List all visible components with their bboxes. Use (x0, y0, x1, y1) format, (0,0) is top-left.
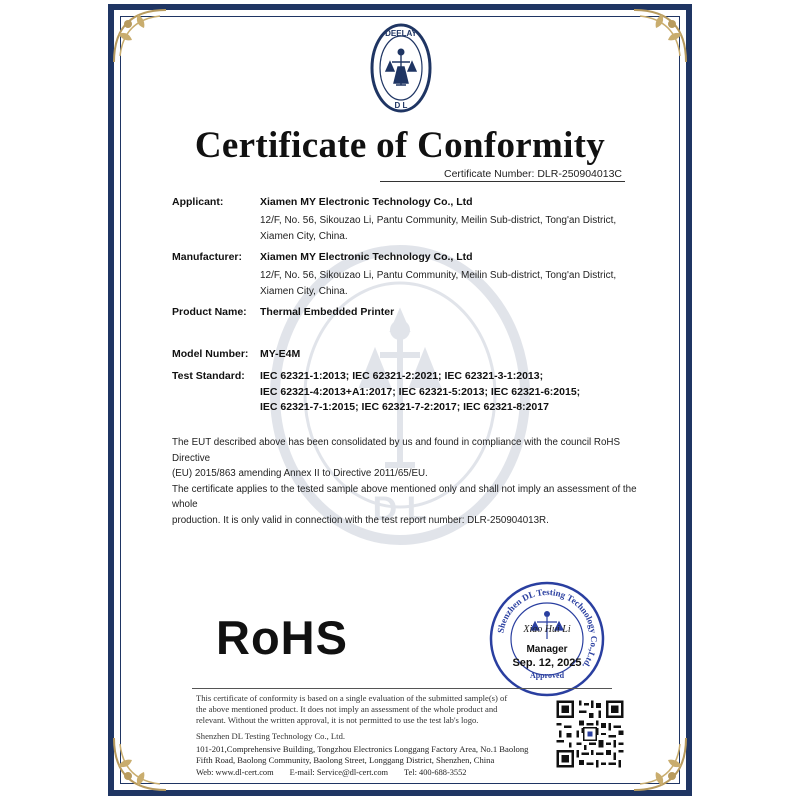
footer-company: Shenzhen DL Testing Technology Co., Ltd. (196, 731, 346, 741)
seal-top-text: DEELAY (385, 29, 417, 38)
disclaimer-line1: This certificate of conformity is based on a single evaluation of the submitted sample(s) of (196, 693, 508, 703)
stamp-signature: Xiao Hui Li (523, 624, 571, 635)
applicant-address-line2: Xiamen City, China. (260, 231, 348, 242)
stamp-date: Sep. 12, 2025 (512, 657, 582, 669)
footer-address-line1: 101-201,Comprehensive Building, Tongzhou Electronics Longgang Factory Area, No.1 Baolong (196, 744, 529, 754)
manufacturer-address-line2: Xiamen City, China. (260, 286, 348, 297)
test-standard-line2: IEC 62321-4:2013+A1:2017; IEC 62321-5:2013; IEC 62321-6:2015; (260, 385, 581, 398)
footer-web: Web: www.dl-cert.com (196, 768, 274, 777)
product-name-label: Product Name: (172, 306, 247, 318)
applicant-address-line1: 12/F, No. 56, Sikouzao Li, Pantu Community, Meilin Sub-district, Tong'an District, (260, 215, 617, 226)
footer-address (196, 744, 556, 765)
model-number-label: Model Number: (172, 348, 249, 360)
footer-email: E-mail: Service@dl-cert.com (289, 768, 389, 777)
corner-ornament-bottom-right (630, 734, 690, 794)
rohs-mark: RoHS (216, 611, 348, 664)
corner-ornament-top-right (630, 6, 690, 66)
certificate-title: Certificate of Conformity (194, 125, 606, 166)
manufacturer-name: Xiamen MY Electronic Technology Co., Ltd (260, 251, 473, 263)
stamp-role: Manager (526, 644, 568, 655)
statement-p1-line1: The EUT described above has been consolidated by us and found in compliance with the council RoHS Directive (172, 437, 621, 464)
manufacturer-address-line1: 12/F, No. 56, Sikouzao Li, Pantu Community, Meilin Sub-district, Tong'an District, (260, 270, 617, 281)
footer-address-line2: Fifth Road, Baolong Community, Baolong Street, Longgang District, Shenzhen, China (196, 754, 495, 765)
approval-stamp (488, 580, 606, 698)
manufacturer-label: Manufacturer: (172, 251, 243, 263)
svg-text:D L: D L (372, 490, 428, 528)
model-number-value: MY-E4M (260, 348, 301, 360)
seal-bottom-text: D L (394, 101, 408, 110)
footer-contact (196, 768, 556, 777)
footer-divider (192, 688, 612, 689)
test-standard-list (260, 369, 640, 416)
test-standard-line1: IEC 62321-1:2013; IEC 62321-2:2021; IEC 62321-3-1:2013; (260, 370, 544, 382)
qr-code-icon (554, 698, 626, 770)
certificate-number-underline (380, 181, 625, 182)
statement-p2-line1: The certificate applies to the tested sample above mentioned only and shall not imply an assessment of the whole (172, 483, 637, 510)
product-name-value: Thermal Embedded Printer (260, 306, 395, 318)
disclaimer-line2: the above mentioned product. It does not imply an assessment of the whole product and (196, 704, 498, 714)
applicant-label: Applicant: (172, 196, 224, 208)
disclaimer-line3: relevant. Without the written approval, it is not permitted to use the test lab's logo. (196, 715, 479, 725)
test-standard-label: Test Standard: (172, 370, 245, 382)
corner-ornament-top-left (110, 6, 170, 66)
footer-tel: Tel: 400-688-3552 (404, 768, 467, 777)
applicant-address (260, 213, 640, 245)
stamp-approved: Approved (529, 671, 565, 680)
certificate-number: Certificate Number: DLR-250904013C (443, 168, 622, 180)
footer-disclaimer (196, 693, 566, 726)
corner-ornament-bottom-left (110, 734, 170, 794)
statement-p2-line2: production. It is only valid in connection with the test report number: DLR-250904013R. (172, 514, 549, 526)
stamp-ring-text: Shenzhen DL Testing Technology Co.,Ltd. (495, 586, 600, 671)
manufacturer-address (260, 268, 640, 300)
compliance-statement (172, 435, 652, 528)
test-standard-line3: IEC 62321-7-1:2015; IEC 62321-7-2:2017; IEC 62321-8:2017 (260, 401, 549, 413)
statement-p1-line2: (EU) 2015/863 amending Annex II to Directive 2011/65/EU. (172, 468, 428, 479)
deelay-seal-logo (370, 22, 432, 114)
applicant-name: Xiamen MY Electronic Technology Co., Ltd (260, 196, 473, 208)
